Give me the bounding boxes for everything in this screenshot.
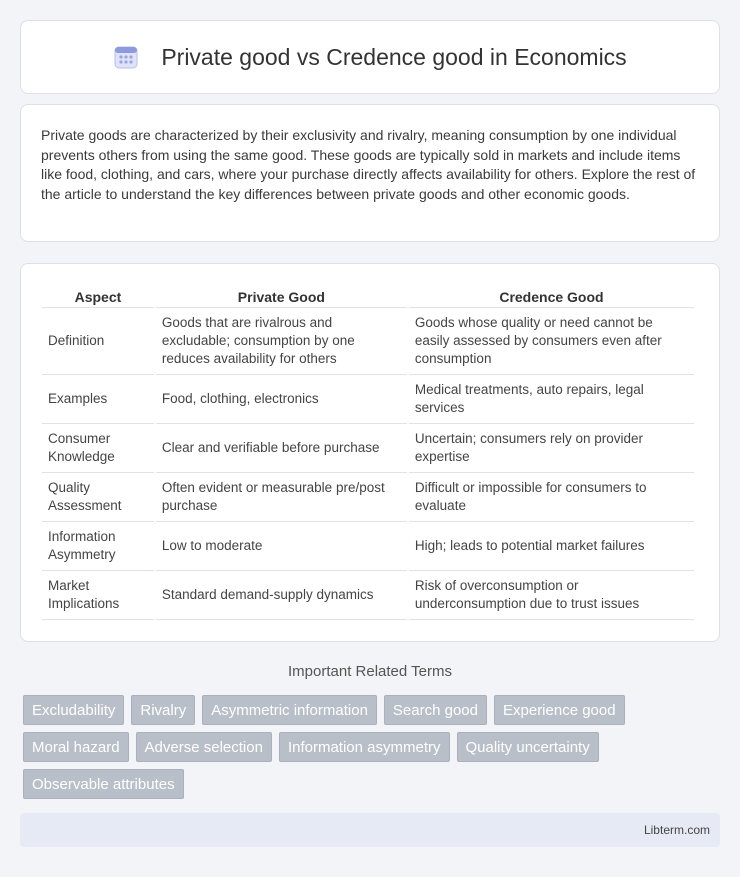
table-row <box>42 375 694 424</box>
cell-credence-good: Uncertain; consumers rely on provider expertise <box>409 424 694 473</box>
cell-credence-good: High; leads to potential market failures <box>409 522 694 571</box>
tag-experience-good[interactable]: Experience good <box>494 695 625 725</box>
cell-credence-good: Medical treatments, auto repairs, legal services <box>409 375 694 424</box>
header-private-good: Private Good <box>156 286 407 308</box>
tag-excludability[interactable]: Excludability <box>23 695 124 725</box>
header-credence-good: Credence Good <box>409 286 694 308</box>
calendar-grid-icon <box>113 44 139 70</box>
cell-aspect: Information Asymmetry <box>42 522 154 571</box>
cell-private-good: Often evident or measurable pre/post purchase <box>156 473 407 522</box>
tag-observable-attributes[interactable]: Observable attributes <box>23 769 184 799</box>
title-card <box>20 20 720 94</box>
cell-private-good: Food, clothing, electronics <box>156 375 407 424</box>
cell-private-good: Goods that are rivalrous and excludable; consumption by one reduces availability for others <box>156 308 407 375</box>
table-row <box>42 473 694 522</box>
tag-information-asymmetry[interactable]: Information asymmetry <box>279 732 450 762</box>
related-terms-list <box>23 695 723 806</box>
tag-asymmetric-information[interactable]: Asymmetric information <box>202 695 377 725</box>
intro-card <box>20 104 720 242</box>
tag-moral-hazard[interactable]: Moral hazard <box>23 732 129 762</box>
table-row <box>42 571 694 620</box>
table-row <box>42 424 694 473</box>
page-title: Private good vs Credence good in Economics <box>161 43 627 70</box>
table-header-row <box>42 286 694 308</box>
cell-aspect: Market Implications <box>42 571 154 620</box>
tag-rivalry[interactable]: Rivalry <box>131 695 195 725</box>
cell-private-good: Low to moderate <box>156 522 407 571</box>
tag-search-good[interactable]: Search good <box>384 695 487 725</box>
comparison-table-card <box>20 263 720 642</box>
footer-brand[interactable]: Libterm.com <box>643 823 710 837</box>
cell-aspect: Consumer Knowledge <box>42 424 154 473</box>
cell-private-good: Standard demand-supply dynamics <box>156 571 407 620</box>
footer <box>20 813 720 847</box>
table-row <box>42 522 694 571</box>
intro-text: Private goods are characterized by their exclusivity and rivalry, meaning consumption by one individual prevents others from using the same good. These goods are typically sold in markets and include items like food, clothing, and cars, where your purchase directly affects availability for others. Explore the rest of the article to understand the key differences between private goods and other economic goods. <box>41 127 696 202</box>
cell-aspect: Quality Assessment <box>42 473 154 522</box>
table-row <box>42 308 694 375</box>
tag-quality-uncertainty[interactable]: Quality uncertainty <box>457 732 599 762</box>
cell-credence-good: Risk of overconsumption or underconsumption due to trust issues <box>409 571 694 620</box>
header-aspect: Aspect <box>42 286 154 308</box>
cell-private-good: Clear and verifiable before purchase <box>156 424 407 473</box>
cell-aspect: Definition <box>42 308 154 375</box>
cell-credence-good: Difficult or impossible for consumers to evaluate <box>409 473 694 522</box>
cell-credence-good: Goods whose quality or need cannot be easily assessed by consumers even after consumption <box>409 308 694 375</box>
comparison-table <box>40 286 696 620</box>
related-terms-title: Important Related Terms <box>288 663 452 680</box>
tag-adverse-selection[interactable]: Adverse selection <box>136 732 272 762</box>
cell-aspect: Examples <box>42 375 154 424</box>
